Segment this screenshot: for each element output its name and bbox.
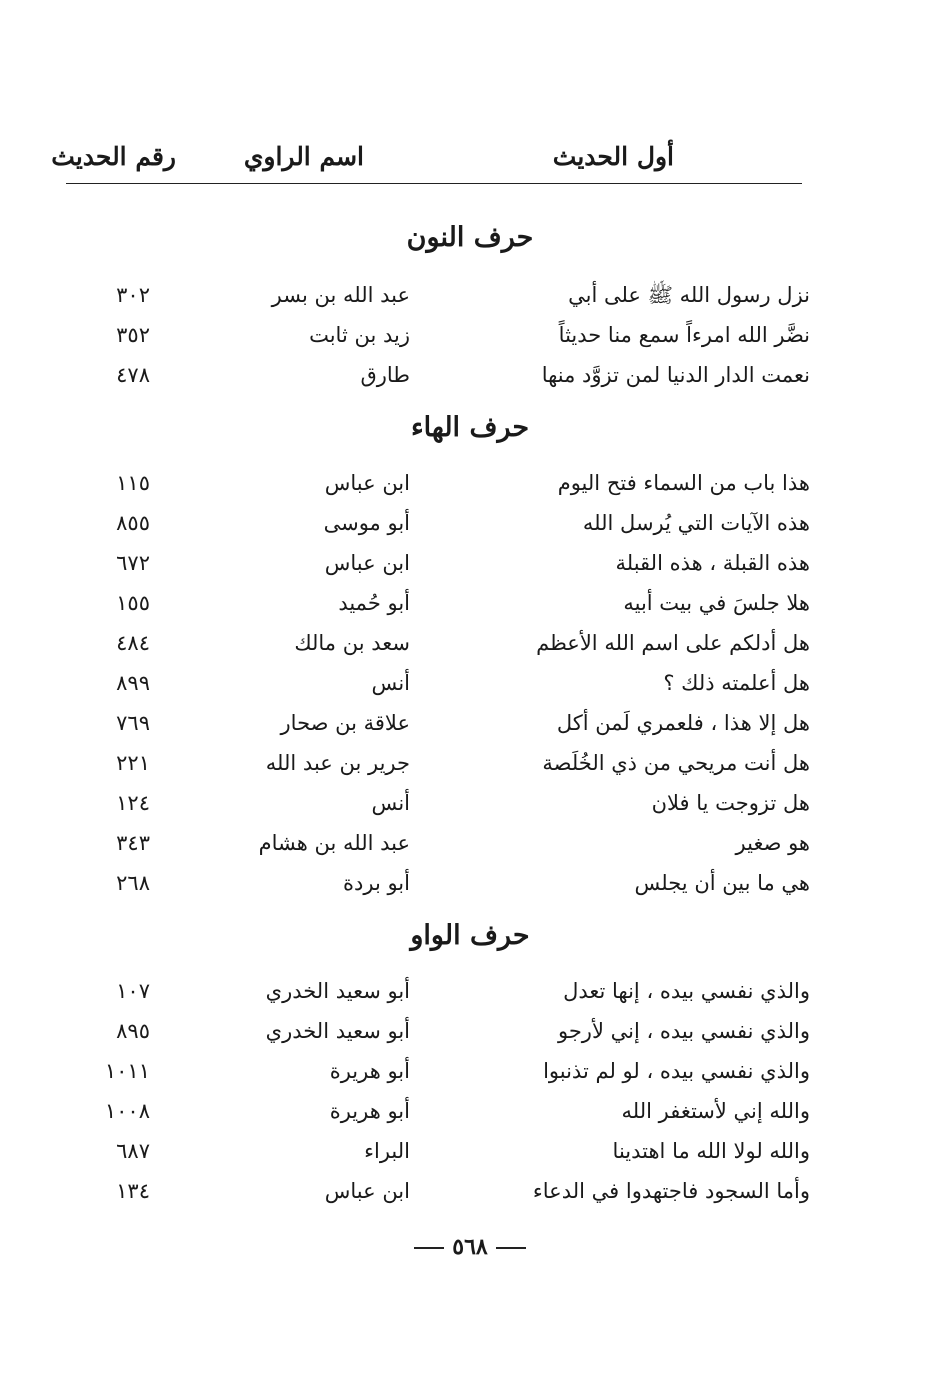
footer-dash-right (496, 1247, 526, 1249)
hadith-number: ٨٩٩ (116, 671, 150, 695)
narrator: أبو حُميد (338, 591, 410, 615)
hadith-number: ٦٧٢ (116, 551, 150, 575)
hadith-number: ٢٦٨ (116, 871, 150, 895)
hadith-opening: هلا جلسَ في بيت أبيه (623, 591, 810, 615)
table-row (0, 704, 940, 742)
hadith-opening: والذي نفسي بيده ، لو لم تذنبوا (543, 1059, 810, 1083)
table-row (0, 744, 940, 782)
header-first-hadith: أول الحديث (552, 142, 674, 171)
narrator: عبد الله بن بسر (271, 283, 410, 307)
narrator: أنس (371, 791, 410, 815)
hadith-opening: هل أنت مريحي من ذي الخُلَصة (542, 751, 810, 775)
header-hadith-number: رقم الحديث (51, 142, 176, 171)
narrator: أبو هريرة (329, 1059, 410, 1083)
narrator: أنس (371, 671, 410, 695)
hadith-number: ٤٧٨ (116, 363, 150, 387)
table-row (0, 824, 940, 862)
hadith-opening: نزل رسول الله ﷺ على أبي (568, 283, 810, 307)
hadith-number: ١١٥ (116, 471, 150, 495)
hadith-number: ٢٢١ (116, 751, 150, 775)
hadith-number: ١٠٠٨ (104, 1099, 150, 1123)
narrator: سعد بن مالك (294, 631, 410, 655)
table-row (0, 1012, 940, 1050)
hadith-number: ٣٥٢ (116, 323, 150, 347)
narrator: عبد الله بن هشام (258, 831, 410, 855)
hadith-opening: هل أعلمته ذلك ؟ (663, 671, 810, 695)
page-footer (0, 1234, 940, 1260)
hadith-number: ١٣٤ (116, 1179, 150, 1203)
table-row (0, 316, 940, 354)
hadith-opening: والذي نفسي بيده ، إنها تعدل (563, 979, 810, 1003)
hadith-number: ١٢٤ (116, 791, 150, 815)
table-row (0, 584, 940, 622)
narrator: ابن عباس (324, 1179, 410, 1203)
narrator: ابن عباس (324, 551, 410, 575)
hadith-number: ١٠١١ (104, 1059, 150, 1083)
table-row (0, 784, 940, 822)
hadith-opening: هذه الآيات التي يُرسل الله (582, 511, 810, 535)
narrator: أبو سعيد الخدري (265, 979, 410, 1003)
hadith-opening: والله إني لأستغفر الله (621, 1099, 810, 1123)
narrator: أبو سعيد الخدري (265, 1019, 410, 1043)
header-rule (66, 183, 802, 184)
table-row (0, 624, 940, 662)
narrator: أبو بردة (343, 871, 410, 895)
hadith-number: ٣٠٢ (116, 283, 150, 307)
narrator: جرير بن عبد الله (265, 751, 410, 775)
table-row (0, 544, 940, 582)
hadith-opening: وأما السجود فاجتهدوا في الدعاء (532, 1179, 810, 1203)
section-title-waw: حرف الواو (410, 920, 530, 951)
narrator: زيد بن ثابت (309, 323, 410, 347)
table-row (0, 356, 940, 394)
table-row (0, 664, 940, 702)
table-row (0, 864, 940, 902)
table-row (0, 504, 940, 542)
narrator: طارق (360, 363, 410, 387)
hadith-number: ٧٦٩ (116, 711, 150, 735)
table-row (0, 972, 940, 1010)
hadith-number: ١٠٧ (116, 979, 150, 1003)
table-row (0, 464, 940, 502)
hadith-number: ٨٩٥ (116, 1019, 150, 1043)
narrator: علاقة بن صحار (280, 711, 410, 735)
table-row (0, 1172, 940, 1210)
table-header (51, 142, 802, 182)
hadith-opening: والله لولا الله ما اهتدينا (612, 1139, 810, 1163)
hadith-opening: نعمت الدار الدنيا لمن تزوَّد منها (541, 363, 810, 387)
section-title-ha: حرف الهاء (410, 412, 530, 443)
hadith-opening: هي ما بين أن يجلس (634, 871, 810, 895)
table-row (0, 1132, 940, 1170)
hadith-number: ٦٨٧ (116, 1139, 150, 1163)
table-row (0, 276, 940, 314)
hadith-opening: والذي نفسي بيده ، إني لأرجو (557, 1019, 810, 1043)
table-row (0, 1052, 940, 1090)
hadith-opening: نضَّر الله امرءاً سمع منا حديثاً (558, 323, 810, 347)
hadith-number: ٤٨٤ (116, 631, 150, 655)
hadith-opening: هذه القبلة ، هذه القبلة (615, 551, 810, 575)
hadith-opening: هل أدلكم على اسم الله الأعظم (536, 631, 810, 655)
narrator: أبو موسى (323, 511, 410, 535)
hadith-number: ٣٤٣ (116, 831, 150, 855)
header-narrator-name: اسم الراوي (243, 142, 364, 171)
hadith-opening: هو صغير (735, 831, 810, 855)
table-row (0, 1092, 940, 1130)
narrator: ابن عباس (324, 471, 410, 495)
hadith-opening: هل تزوجت يا فلان (651, 791, 810, 815)
page-number: ٥٦٨ (452, 1234, 488, 1260)
section-title-nun: حرف النون (406, 222, 534, 253)
footer-dash-left (414, 1247, 444, 1249)
narrator: أبو هريرة (329, 1099, 410, 1123)
narrator: البراء (364, 1139, 410, 1163)
hadith-opening: هل إلا هذا ، فلعمري لَمن أكل (556, 711, 810, 735)
hadith-number: ٨٥٥ (116, 511, 150, 535)
hadith-opening: هذا باب من السماء فتح اليوم (557, 471, 810, 495)
hadith-number: ١٥٥ (116, 591, 150, 615)
